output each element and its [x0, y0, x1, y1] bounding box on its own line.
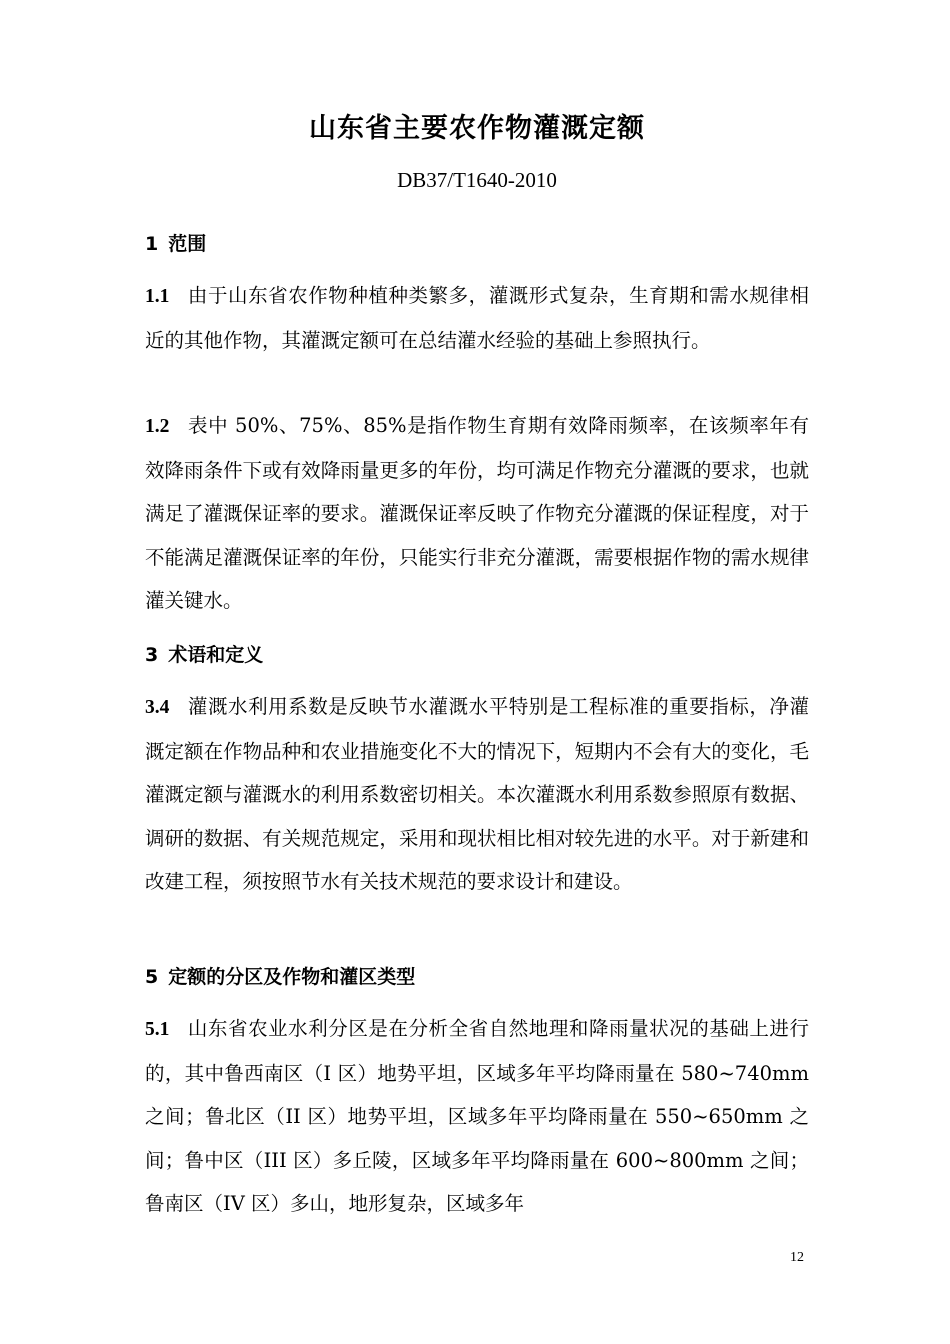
page-number: 12 — [790, 1250, 804, 1265]
clause-text: 由于山东省农作物种植种类繁多，灌溉形式复杂，生育期和需水规律相近的其他作物，其灌溉定额可在总结灌水经验的基础上参照执行。 — [145, 284, 809, 352]
clause-paragraph — [145, 404, 809, 623]
clause-paragraph — [145, 685, 809, 904]
section-title: 范围 — [168, 233, 207, 255]
section-number: 1 — [145, 233, 159, 255]
section-title: 术语和定义 — [168, 644, 264, 666]
clause-paragraph — [145, 1007, 809, 1226]
section-title: 定额的分区及作物和灌区类型 — [168, 966, 416, 988]
clause-number: 1.2 — [145, 416, 170, 437]
clause-number: 5.1 — [145, 1019, 170, 1040]
clause-paragraph — [145, 274, 809, 362]
clause-text: 表中 50%、75%、85%是指作物生育期有效降雨频率，在该频率年有效降雨条件下或有效降雨量更多的年份，均可满足作物充分灌溉的要求，也就满足了灌溉保证率的要求。灌溉保证率反映了作物充分灌溉的保证程度，对于不能满足灌溉保证率的年份，只能实行非充分灌溉，需要根据作物的需水规律灌关键水。 — [145, 414, 809, 612]
clause-text: 灌溉水利用系数是反映节水灌溉水平特别是工程标准的重要指标，净灌溉定额在作物品种和农业措施变化不大的情况下，短期内不会有大的变化，毛灌溉定额与灌溉水的利用系数密切相关。本次灌溉水利用系数参照原有数据、调研的数据、有关规范规定，采用和现状相比相对较先进的水平。对于新建和改建工程，须按照节水有关技术规范的要求设计和建设。 — [145, 695, 809, 893]
section-heading — [145, 229, 206, 256]
clause-text: 山东省农业水利分区是在分析全省自然地理和降雨量状况的基础上进行的，其中鲁西南区（I 区）地势平坦，区域多年平均降雨量在 580~740mm 之间；鲁北区（II 区）地势平坦，区域多年平均降雨量在 550~650mm 之间；鲁中区（III 区）多丘陵，区域多年平均降雨量在 600~800mm 之间；鲁南区（IV 区）多山，地形复杂，区域多年 — [145, 1017, 809, 1215]
clause-number: 3.4 — [145, 697, 170, 718]
document-title: 山东省主要农作物灌溉定额 — [309, 113, 645, 144]
clause-number: 1.1 — [145, 286, 170, 307]
document-code: DB37/T1640-2010 — [397, 168, 557, 192]
section-heading — [145, 962, 415, 989]
section-number: 5 — [145, 966, 159, 988]
section-heading — [145, 640, 263, 667]
section-number: 3 — [145, 644, 159, 666]
